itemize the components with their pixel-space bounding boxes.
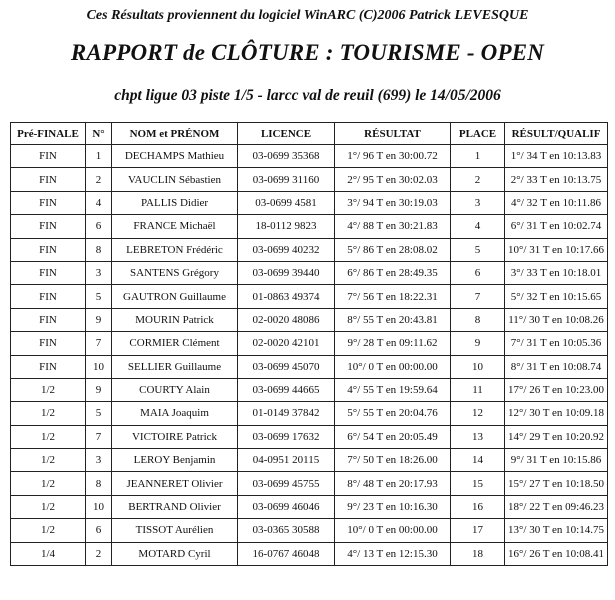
cell-place: 5 — [451, 238, 505, 261]
cell-qualif: 8°/ 31 T en 10:08.74 — [505, 355, 608, 378]
table-row — [11, 402, 608, 425]
cell-place: 17 — [451, 519, 505, 542]
cell-result: 5°/ 86 T en 28:08.02 — [335, 238, 451, 261]
cell-qualif: 2°/ 33 T en 10:13.75 — [505, 168, 608, 191]
cell-number: 8 — [86, 472, 112, 495]
table-row — [11, 308, 608, 331]
cell-place: 3 — [451, 191, 505, 214]
cell-prefinale: 1/2 — [11, 495, 86, 518]
cell-prefinale: FIN — [11, 355, 86, 378]
cell-licence: 03-0699 35368 — [238, 145, 335, 168]
table-row — [11, 542, 608, 565]
cell-number: 7 — [86, 425, 112, 448]
cell-licence: 03-0365 30588 — [238, 519, 335, 542]
cell-licence: 03-0699 45755 — [238, 472, 335, 495]
cell-licence: 03-0699 46046 — [238, 495, 335, 518]
table-row — [11, 425, 608, 448]
cell-licence: 03-0699 44665 — [238, 378, 335, 401]
cell-result: 2°/ 95 T en 30:02.03 — [335, 168, 451, 191]
cell-prefinale: FIN — [11, 308, 86, 331]
cell-licence: 16-0767 46048 — [238, 542, 335, 565]
cell-qualif: 17°/ 26 T en 10:23.00 — [505, 378, 608, 401]
cell-name: FRANCE Michaël — [112, 215, 238, 238]
cell-prefinale: FIN — [11, 168, 86, 191]
table-row — [11, 449, 608, 472]
table-row — [11, 472, 608, 495]
cell-qualif: 9°/ 31 T en 10:15.86 — [505, 449, 608, 472]
cell-name: MOTARD Cyril — [112, 542, 238, 565]
cell-place: 8 — [451, 308, 505, 331]
cell-licence: 18-0112 9823 — [238, 215, 335, 238]
table-row — [11, 238, 608, 261]
cell-number: 4 — [86, 191, 112, 214]
cell-number: 10 — [86, 355, 112, 378]
cell-licence: 03-0699 31160 — [238, 168, 335, 191]
cell-name: VAUCLIN Sébastien — [112, 168, 238, 191]
cell-qualif: 10°/ 31 T en 10:17.66 — [505, 238, 608, 261]
cell-name: MOURIN Patrick — [112, 308, 238, 331]
cell-result: 10°/ 0 T en 00:00.00 — [335, 519, 451, 542]
cell-licence: 03-0699 4581 — [238, 191, 335, 214]
cell-name: CORMIER Clément — [112, 332, 238, 355]
cell-qualif: 18°/ 22 T en 09:46.23 — [505, 495, 608, 518]
table-row — [11, 261, 608, 284]
cell-qualif: 5°/ 32 T en 10:15.65 — [505, 285, 608, 308]
cell-qualif: 7°/ 31 T en 10:05.36 — [505, 332, 608, 355]
cell-prefinale: 1/2 — [11, 425, 86, 448]
cell-name: MAIA Joaquim — [112, 402, 238, 425]
cell-place: 18 — [451, 542, 505, 565]
cell-place: 14 — [451, 449, 505, 472]
cell-qualif: 4°/ 32 T en 10:11.86 — [505, 191, 608, 214]
cell-prefinale: FIN — [11, 191, 86, 214]
cell-prefinale: FIN — [11, 261, 86, 284]
cell-licence: 04-0951 20115 — [238, 449, 335, 472]
cell-prefinale: FIN — [11, 215, 86, 238]
cell-licence: 03-0699 45070 — [238, 355, 335, 378]
table-header-row — [11, 123, 608, 145]
cell-number: 10 — [86, 495, 112, 518]
cell-number: 2 — [86, 168, 112, 191]
cell-prefinale: FIN — [11, 285, 86, 308]
cell-name: LEROY Benjamin — [112, 449, 238, 472]
cell-name: SELLIER Guillaume — [112, 355, 238, 378]
cell-qualif: 14°/ 29 T en 10:20.92 — [505, 425, 608, 448]
col-header-qualif: RÉSULT/QUALIF — [505, 123, 608, 145]
cell-prefinale: 1/2 — [11, 402, 86, 425]
cell-name: JEANNERET Olivier — [112, 472, 238, 495]
cell-number: 2 — [86, 542, 112, 565]
cell-number: 6 — [86, 215, 112, 238]
cell-place: 1 — [451, 145, 505, 168]
event-subtitle: chpt ligue 03 piste 1/5 - larcc val de reuil (699) le 14/05/2006 — [114, 87, 501, 104]
cell-number: 6 — [86, 519, 112, 542]
cell-name: TISSOT Aurélien — [112, 519, 238, 542]
software-credit: Ces Résultats proviennent du logiciel WinARC (C)2006 Patrick LEVESQUE — [86, 8, 529, 23]
table-row — [11, 355, 608, 378]
cell-prefinale: 1/2 — [11, 519, 86, 542]
cell-number: 7 — [86, 332, 112, 355]
cell-prefinale: FIN — [11, 332, 86, 355]
cell-result: 3°/ 94 T en 30:19.03 — [335, 191, 451, 214]
cell-place: 11 — [451, 378, 505, 401]
cell-result: 10°/ 0 T en 00:00.00 — [335, 355, 451, 378]
col-header-name: NOM et PRÉNOM — [112, 123, 238, 145]
cell-prefinale: 1/4 — [11, 542, 86, 565]
cell-result: 7°/ 56 T en 18:22.31 — [335, 285, 451, 308]
cell-result: 4°/ 55 T en 19:59.64 — [335, 378, 451, 401]
cell-qualif: 16°/ 26 T en 10:08.41 — [505, 542, 608, 565]
table-row — [11, 495, 608, 518]
cell-number: 5 — [86, 285, 112, 308]
cell-qualif: 11°/ 30 T en 10:08.26 — [505, 308, 608, 331]
cell-result: 1°/ 96 T en 30:00.72 — [335, 145, 451, 168]
cell-number: 8 — [86, 238, 112, 261]
cell-licence: 02-0020 42101 — [238, 332, 335, 355]
report-title: RAPPORT de CLÔTURE : TOURISME - OPEN — [70, 40, 545, 65]
cell-place: 4 — [451, 215, 505, 238]
col-header-number: N° — [86, 123, 112, 145]
results-table — [10, 122, 608, 566]
cell-licence: 03-0699 40232 — [238, 238, 335, 261]
cell-result: 5°/ 55 T en 20:04.76 — [335, 402, 451, 425]
table-row — [11, 285, 608, 308]
cell-place: 9 — [451, 332, 505, 355]
table-row — [11, 332, 608, 355]
cell-prefinale: FIN — [11, 145, 86, 168]
cell-place: 12 — [451, 402, 505, 425]
cell-result: 6°/ 54 T en 20:05.49 — [335, 425, 451, 448]
cell-result: 8°/ 55 T en 20:43.81 — [335, 308, 451, 331]
cell-place: 7 — [451, 285, 505, 308]
cell-result: 4°/ 88 T en 30:21.83 — [335, 215, 451, 238]
cell-result: 6°/ 86 T en 28:49.35 — [335, 261, 451, 284]
table-row — [11, 378, 608, 401]
cell-number: 1 — [86, 145, 112, 168]
cell-number: 9 — [86, 378, 112, 401]
cell-place: 2 — [451, 168, 505, 191]
cell-place: 13 — [451, 425, 505, 448]
cell-qualif: 15°/ 27 T en 10:18.50 — [505, 472, 608, 495]
cell-prefinale: 1/2 — [11, 449, 86, 472]
cell-licence: 03-0699 17632 — [238, 425, 335, 448]
cell-qualif: 3°/ 33 T en 10:18.01 — [505, 261, 608, 284]
cell-qualif: 13°/ 30 T en 10:14.75 — [505, 519, 608, 542]
cell-place: 16 — [451, 495, 505, 518]
table-row — [11, 145, 608, 168]
cell-name: DECHAMPS Mathieu — [112, 145, 238, 168]
cell-prefinale: 1/2 — [11, 378, 86, 401]
cell-place: 6 — [451, 261, 505, 284]
col-header-place: PLACE — [451, 123, 505, 145]
cell-number: 3 — [86, 449, 112, 472]
cell-prefinale: FIN — [11, 238, 86, 261]
cell-place: 10 — [451, 355, 505, 378]
cell-name: SANTENS Grégory — [112, 261, 238, 284]
cell-name: PALLIS Didier — [112, 191, 238, 214]
cell-result: 4°/ 13 T en 12:15.30 — [335, 542, 451, 565]
cell-place: 15 — [451, 472, 505, 495]
col-header-result: RÉSULTAT — [335, 123, 451, 145]
cell-licence: 03-0699 39440 — [238, 261, 335, 284]
cell-number: 3 — [86, 261, 112, 284]
cell-qualif: 12°/ 30 T en 10:09.18 — [505, 402, 608, 425]
table-row — [11, 168, 608, 191]
cell-number: 9 — [86, 308, 112, 331]
cell-number: 5 — [86, 402, 112, 425]
table-row — [11, 519, 608, 542]
cell-prefinale: 1/2 — [11, 472, 86, 495]
cell-result: 8°/ 48 T en 20:17.93 — [335, 472, 451, 495]
table-row — [11, 215, 608, 238]
col-header-licence: LICENCE — [238, 123, 335, 145]
cell-name: COURTY Alain — [112, 378, 238, 401]
cell-result: 9°/ 28 T en 09:11.62 — [335, 332, 451, 355]
cell-licence: 02-0020 48086 — [238, 308, 335, 331]
cell-name: GAUTRON Guillaume — [112, 285, 238, 308]
cell-licence: 01-0149 37842 — [238, 402, 335, 425]
cell-qualif: 6°/ 31 T en 10:02.74 — [505, 215, 608, 238]
cell-qualif: 1°/ 34 T en 10:13.83 — [505, 145, 608, 168]
table-row — [11, 191, 608, 214]
cell-result: 7°/ 50 T en 18:26.00 — [335, 449, 451, 472]
cell-result: 9°/ 23 T en 10:16.30 — [335, 495, 451, 518]
cell-name: LEBRETON Frédéric — [112, 238, 238, 261]
col-header-prefinale: Pré-FINALE — [11, 123, 86, 145]
cell-name: BERTRAND Olivier — [112, 495, 238, 518]
cell-licence: 01-0863 49374 — [238, 285, 335, 308]
cell-name: VICTOIRE Patrick — [112, 425, 238, 448]
